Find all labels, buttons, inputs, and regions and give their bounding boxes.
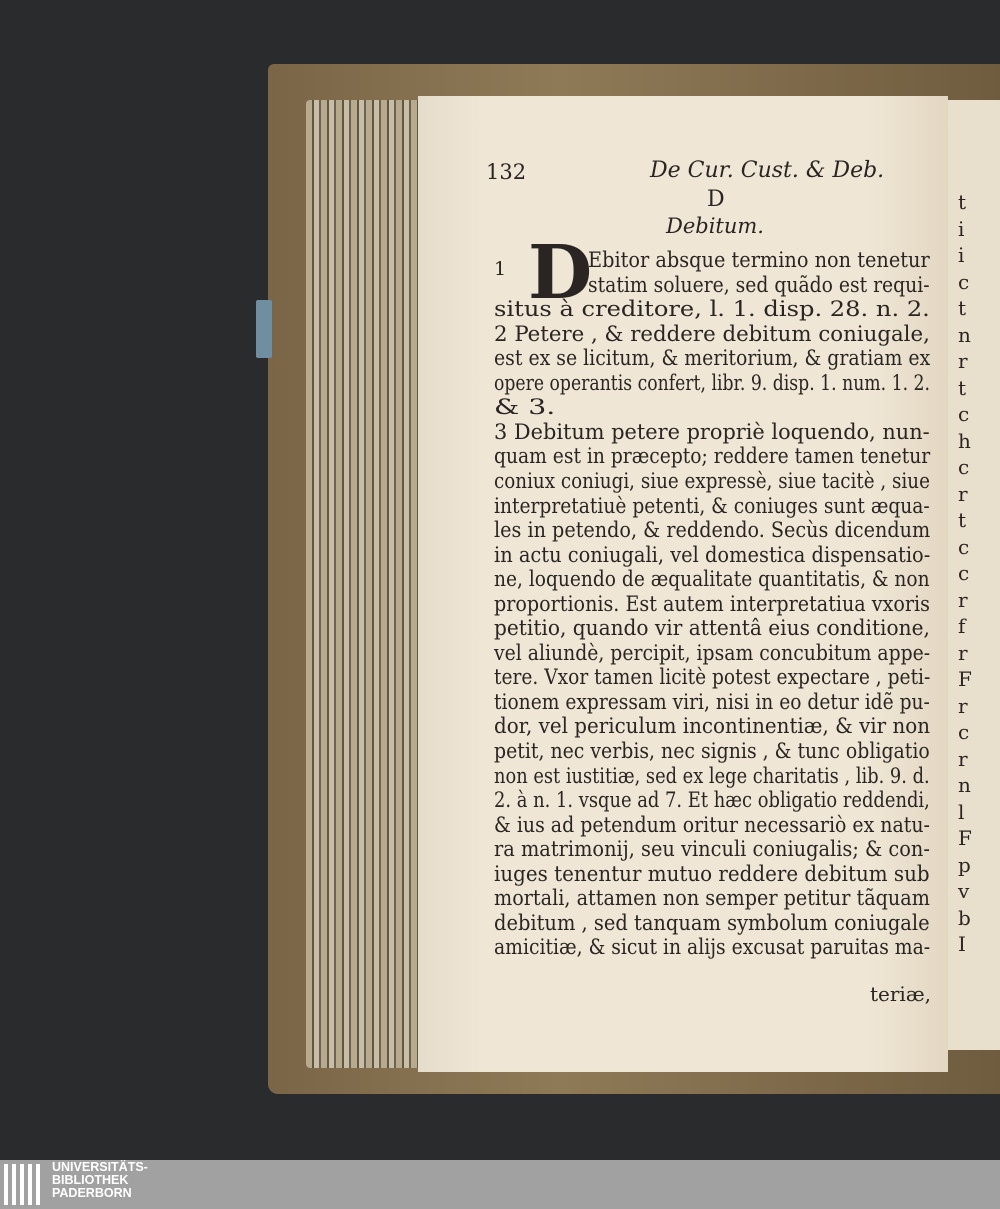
text-line: est ex se licitum, & meritorium, & gratiam ex bbox=[494, 346, 931, 371]
text-line: proportionis. Est autem interpretatiua vxoris bbox=[494, 591, 930, 616]
text-line: vel aliundè, percipit, ipsam concubitum appe- bbox=[494, 640, 931, 665]
text-line: situs à creditore, l. 1. disp. 28. n. 2. bbox=[494, 297, 930, 322]
page-number: 132 bbox=[486, 160, 527, 184]
text-line: statim soluere, sed quãdo est requi- bbox=[588, 272, 930, 297]
text-line: ra matrimonij, seu vinculi coniugalis; & con- bbox=[494, 837, 930, 862]
library-name-line: BIBLIOTHEK bbox=[52, 1173, 129, 1187]
text-line: & 3. bbox=[494, 395, 556, 420]
text-line: in actu coniugali, vel domestica dispensatio- bbox=[494, 542, 931, 567]
facing-page-letter: F bbox=[958, 667, 972, 691]
text-line: & ius ad petendum oritur necessariò ex natu- bbox=[494, 812, 930, 837]
library-logo-icon bbox=[4, 1164, 48, 1205]
facing-page-letter: f bbox=[958, 614, 966, 638]
text-line: mortali, attamen non semper petitur tãquam bbox=[494, 886, 930, 911]
text-line: dor, vel periculum incontinentiæ, & vir non bbox=[494, 714, 930, 739]
facing-page-letter: c bbox=[958, 534, 970, 559]
facing-page-letter: n bbox=[958, 322, 971, 347]
text-line: ne, loquendo de æqualitate quantitatis, & non bbox=[494, 567, 930, 592]
text-line: iuges tenentur mutuo reddere debitum sub bbox=[494, 861, 930, 886]
section-title: Debitum. bbox=[666, 214, 764, 238]
drop-cap: D bbox=[528, 230, 593, 316]
text-line: 2 Petere , & reddere debitum coniugale, bbox=[494, 321, 930, 346]
facing-page-letter: r bbox=[958, 481, 968, 506]
running-head: De Cur. Cust. & Deb. bbox=[650, 158, 885, 183]
paragraph-number: 1 bbox=[494, 258, 507, 280]
text-line: petitio, quando vir attentâ eius conditione, bbox=[494, 616, 930, 641]
facing-page-letter: p bbox=[958, 852, 971, 877]
facing-page-letter: F bbox=[958, 826, 972, 850]
text-line: opere operantis confert, libr. 9. disp. 1. num. 1. 2. bbox=[494, 370, 930, 395]
facing-page-letter: t bbox=[958, 296, 967, 320]
text-line: tionem expressam viri, nisi in eo detur idẽ pu- bbox=[494, 689, 930, 714]
facing-page-letter: i bbox=[958, 216, 965, 241]
facing-page-letter: r bbox=[958, 587, 968, 612]
text-line: amicitiæ, & sicut in alijs excusat paruitas ma- bbox=[494, 935, 931, 960]
facing-page-letter: i bbox=[958, 243, 965, 267]
facing-page-letter: c bbox=[958, 455, 970, 479]
facing-page-letter: n bbox=[958, 773, 971, 797]
facing-page-letter: r bbox=[958, 349, 968, 373]
text-line: Ebitor absque termino non tenetur bbox=[588, 248, 930, 272]
facing-page-letter: c bbox=[958, 402, 970, 426]
facing-page-letter: r bbox=[958, 746, 968, 771]
facing-page-letter: l bbox=[958, 799, 965, 824]
text-line: les in petendo, & reddendo. Secùs dicendum bbox=[494, 518, 931, 543]
text-line: non est iustitiæ, sed ex lege charitatis , lib. 9. d. bbox=[494, 763, 930, 788]
facing-page-letter: v bbox=[958, 879, 970, 903]
section-letter: D bbox=[707, 187, 725, 212]
facing-page-letter: I bbox=[958, 932, 966, 956]
facing-page-letter: t bbox=[958, 375, 967, 400]
facing-page-letter: h bbox=[958, 428, 971, 453]
facing-page-letter: r bbox=[958, 640, 968, 665]
text-line: interpretatiuè petenti, & coniuges sunt æqua- bbox=[494, 493, 930, 518]
text-line: coniux coniugi, siue expressè, siue tacitè , siue bbox=[494, 468, 930, 493]
text-line: quam est in præcepto; reddere tamen tenetur bbox=[494, 444, 931, 469]
library-name-line: PADERBORN bbox=[52, 1186, 132, 1200]
facing-page-letter: c bbox=[958, 269, 970, 294]
library-name-line: UNIVERSITÄTS- bbox=[52, 1160, 148, 1174]
text-line: petit, nec verbis, nec signis , & tunc obligatio bbox=[494, 739, 930, 763]
facing-page-letter: r bbox=[958, 693, 968, 718]
facing-page-letter: t bbox=[958, 190, 967, 214]
facing-page-letter: c bbox=[958, 720, 970, 744]
facing-page-letter: b bbox=[958, 905, 971, 930]
text-line: 3 Debitum petere propriè loquendo, nun- bbox=[494, 419, 930, 444]
library-footer bbox=[0, 1160, 1000, 1209]
facing-page-edge bbox=[948, 100, 1000, 1050]
page-edges bbox=[306, 100, 428, 1068]
text-line: debitum , sed tanquam symbolum coniugale bbox=[494, 910, 930, 935]
page-clip bbox=[256, 300, 272, 358]
text-line: tere. Vxor tamen licitè potest expectare , peti- bbox=[494, 665, 931, 690]
library-name bbox=[52, 1161, 148, 1200]
text-line: 2. à n. 1. vsque ad 7. Et hæc obligatio reddendi, bbox=[494, 788, 930, 813]
facing-page-letter: c bbox=[958, 561, 970, 585]
facing-page-letter: t bbox=[958, 508, 967, 532]
catchword: teriæ, bbox=[870, 982, 931, 1006]
